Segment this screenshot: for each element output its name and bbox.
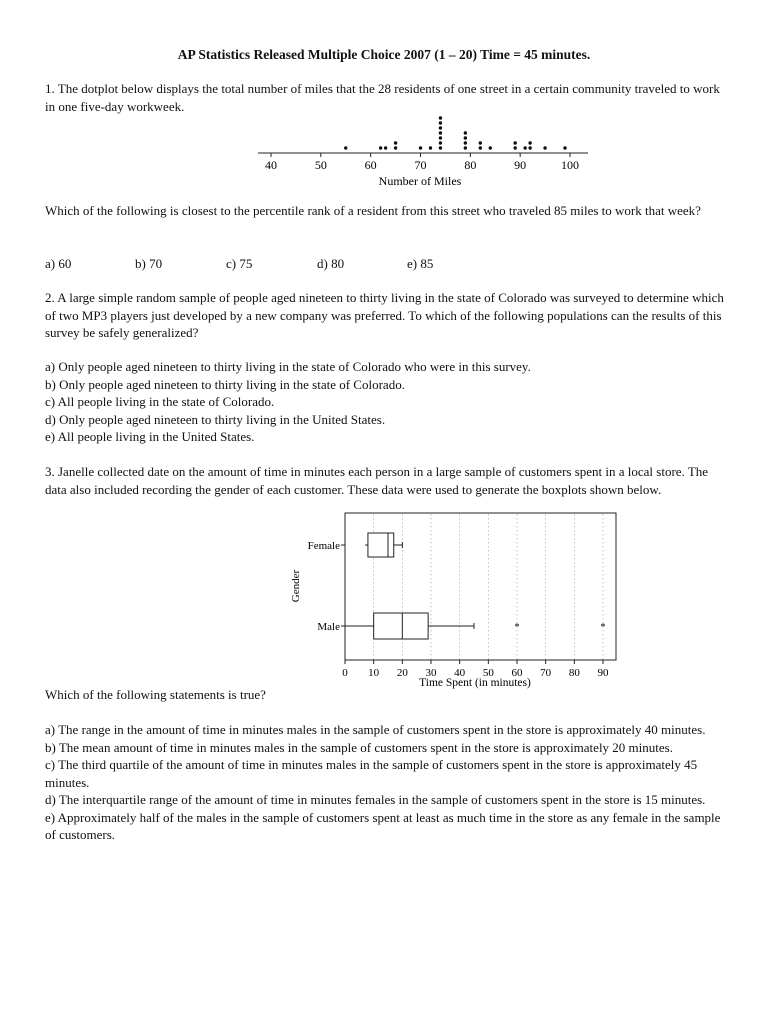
dotplot-point	[528, 146, 531, 149]
boxplot-tick-label: 30	[425, 667, 437, 679]
q2-choice-d: d) Only people aged nineteen to thirty living in the United States.	[45, 411, 386, 427]
q1-choice-a: a) 60	[45, 256, 72, 271]
boxplot-category-female: Female	[307, 540, 340, 552]
q2-choice-c: c) All people living in the state of Colorado.	[45, 394, 275, 409]
q2-choice-e: e) All people living in the United States.	[45, 429, 255, 444]
q3-choice-d: d) The interquartile range of the amount of time in minutes females in the sample of customers spent in the store is 15 minutes.	[45, 792, 706, 807]
dotplot-point	[439, 146, 442, 149]
q1-choice-b: b) 70	[135, 256, 163, 271]
page-title: AP Statistics Released Multiple Choice 2007 (1 – 20) Time = 45 minutes.	[177, 47, 591, 62]
dotplot-point	[439, 116, 442, 119]
boxplot-tick-label: 70	[540, 667, 552, 679]
boxplot-tick-label: 60	[511, 667, 523, 679]
dotplot-point	[384, 146, 387, 149]
dotplot-point	[464, 146, 467, 149]
dotplot-tick-label: 70	[414, 158, 427, 172]
dotplot-point	[439, 126, 442, 129]
boxplot-y-axis-label: Gender	[290, 569, 302, 603]
boxplot-x-axis-label: Time Spent (in minutes)	[419, 677, 531, 689]
dotplot-point	[543, 146, 546, 149]
dotplot-point	[379, 146, 382, 149]
boxplot-male-outlier: *	[600, 622, 606, 633]
dotplot-point	[563, 146, 566, 149]
dotplot-point	[479, 141, 482, 144]
dotplot-x-axis-label: Number of Miles	[378, 174, 462, 188]
q1-choice-e: e) 85	[407, 256, 434, 271]
boxplot-male-box	[374, 613, 428, 639]
q2-choice-b: b) Only people aged nineteen to thirty living in the state of Colorado.	[45, 376, 405, 392]
boxplot-tick-label: 40	[454, 667, 466, 679]
q1-choice-c: c) 75	[226, 256, 253, 271]
dotplot-point	[344, 146, 347, 149]
dotplot-point	[479, 146, 482, 149]
boxplot-male-outlier: *	[514, 622, 520, 633]
q2-text: 2. A large simple random sample of people aged nineteen to thirty living in the state of Colorado was surveyed to determine which of two MP3 players just developed by a new company was preferred. To which of the following populations can the results of this survey be safely generalized?	[45, 290, 724, 340]
boxplot-tick-label: 80	[568, 667, 580, 679]
dotplot-point	[513, 141, 516, 144]
boxplot-tick-label: 0	[342, 667, 348, 679]
dotplot-point	[513, 146, 516, 149]
dotplot-point	[394, 146, 397, 149]
q3-choice-b: b) The mean amount of time in minutes males in the sample of customers spent in the store is approximately 20 minutes.	[45, 739, 673, 755]
dotplot-point	[439, 131, 442, 134]
dotplot-point	[439, 141, 442, 144]
dotplot-point	[429, 146, 432, 149]
q1-question: Which of the following is closest to the percentile rank of a resident from this street who traveled 85 miles to work that week?	[45, 203, 701, 218]
dotplot-point	[439, 136, 442, 139]
dotplot-tick-label: 40	[265, 158, 277, 172]
dotplot-tick-label: 60	[364, 158, 377, 172]
q3-question: Which of the following statements is true?	[45, 687, 266, 702]
boxplot-tick-label: 90	[597, 667, 609, 679]
dotplot-point	[394, 141, 397, 144]
dotplot-point	[419, 146, 422, 149]
dotplot-tick-label: 90	[514, 158, 527, 172]
boxplot-tick-label: 20	[396, 667, 408, 679]
dotplot-tick-label: 50	[314, 158, 327, 172]
dotplot-tick-label: 100	[561, 158, 579, 172]
q3-text: 3. Janelle collected date on the amount of time in minutes each person in a large sample of customers spent in a local store. The data also included recording the gender of each customer. These data were used to generate the boxplots shown below.	[45, 464, 709, 497]
dotplot-point	[464, 131, 467, 134]
q3-choice-c: c) The third quartile of the amount of time in minutes males in the sample of customers spent in the store is approximately 45 minutes.	[45, 757, 698, 790]
boxplot-tick-label: 50	[482, 667, 494, 679]
boxplot-tick-label: 10	[368, 667, 380, 679]
dotplot-point	[464, 136, 467, 139]
q1-text: 1. The dotplot below displays the total number of miles that the 28 residents of one street in a certain community traveled to work in one five-day workweek.	[45, 81, 720, 114]
dotplot-chart	[255, 112, 595, 192]
dotplot-point	[528, 141, 531, 144]
q3-choice-e: e) Approximately half of the males in the sample of customers spent at least as much time in the store as any female in the sample of customers.	[45, 809, 721, 842]
dotplot-point	[523, 146, 526, 149]
q1-choice-d: d) 80	[317, 256, 345, 271]
q2-choices	[45, 358, 727, 446]
dotplot-point	[439, 121, 442, 124]
boxplot-category-male: Male	[317, 621, 340, 633]
q1-choices	[45, 255, 727, 273]
dotplot-tick-label: 80	[464, 158, 477, 172]
dotplot-point	[464, 141, 467, 144]
q3-choices	[45, 721, 727, 844]
q2-choice-a: a) Only people aged nineteen to thirty living in the state of Colorado who were in this survey.	[45, 359, 531, 374]
boxplot-female-box	[368, 533, 394, 557]
dotplot-point	[489, 146, 492, 149]
boxplot-chart	[285, 508, 630, 690]
q3-choice-a: a) The range in the amount of time in minutes males in the sample of customers spent in the store is approximately 40 minutes.	[45, 722, 706, 737]
